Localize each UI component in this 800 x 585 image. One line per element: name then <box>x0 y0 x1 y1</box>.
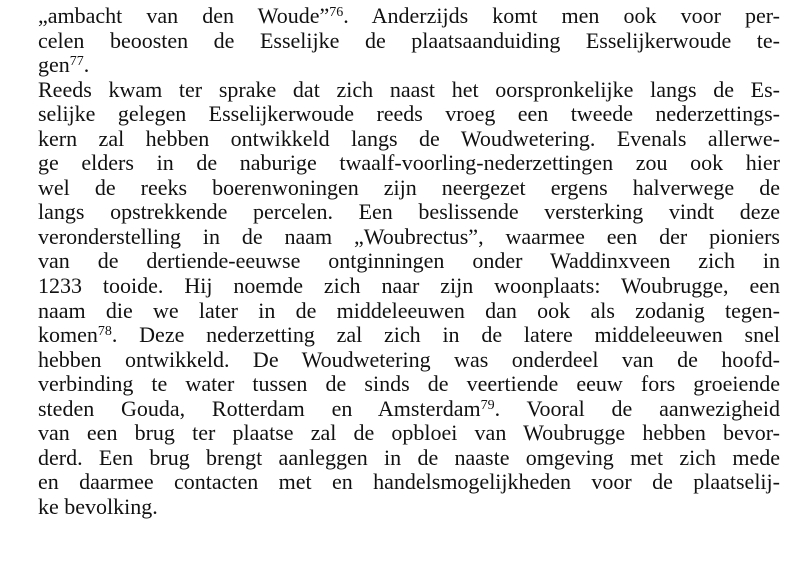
text-line <box>38 446 780 471</box>
text-line <box>38 323 780 348</box>
text-line <box>38 78 780 103</box>
line-text: ke bevolking. <box>38 493 158 519</box>
line-text: steden Gouda, Rotterdam en Amsterdam <box>38 395 481 421</box>
line-text: selijke gelegen Esselijkerwoude reeds vroeg een tweede nederzettings- <box>38 101 780 127</box>
line-text: gen <box>38 52 70 78</box>
line-text: . Vooral de aanwezigheid <box>494 395 780 421</box>
text-line <box>38 127 780 152</box>
text-line <box>38 372 780 397</box>
text-line <box>38 249 780 274</box>
line-text: wel de reeks boerenwoningen zijn neergezet ergens halverwege de <box>38 174 780 200</box>
body-text <box>38 4 780 519</box>
line-text: langs opstrekkende percelen. Een beslissende versterking vindt deze <box>38 199 780 225</box>
line-text: en daarmee contacten met en handelsmogelijkheden voor de plaatselij- <box>38 469 780 495</box>
line-text: van de dertiende-eeuwse ontginningen onder Waddinxveen zich in <box>38 248 780 274</box>
line-text: . Deze nederzetting zal zich in de latere middeleeuwen snel <box>111 322 780 348</box>
text-line <box>38 225 780 250</box>
text-line <box>38 200 780 225</box>
line-text: van een brug ter plaatse zal de opbloei van Woubrugge hebben bevor- <box>38 420 780 446</box>
line-text: kern zal hebben ontwikkeld langs de Woudwetering. Evenals allerwe- <box>38 125 780 151</box>
paragraph-1 <box>38 4 780 78</box>
text-line <box>38 299 780 324</box>
line-text: . Anderzijds komt men ook voor per- <box>343 3 780 28</box>
line-text: veronderstelling in de naam „Woubrectus”, waarmee een der pioniers <box>38 223 780 249</box>
text-line <box>38 53 780 78</box>
line-text: ge elders in de naburige twaalf-voorling-nederzettingen zou ook hier <box>38 150 780 176</box>
line-text: derd. Een brug brengt aanleggen in de naaste omgeving met zich mede <box>38 444 780 470</box>
text-line <box>38 470 780 495</box>
line-text: 1233 tooide. Hij noemde zich naar zijn woonplaats: Woubrugge, een <box>38 273 780 299</box>
line-text: „ambacht van den Woude” <box>38 3 330 28</box>
line-text: celen beoosten de Esselijke de plaatsaanduiding Esselijkerwoude te- <box>38 27 780 53</box>
text-line <box>38 151 780 176</box>
text-line <box>38 29 780 54</box>
line-text: . <box>83 52 90 78</box>
line-text: Reeds kwam ter sprake dat zich naast het oorspronkelijke langs de Es- <box>38 76 780 102</box>
footnote-ref-79: 79 <box>480 397 495 413</box>
text-line <box>38 348 780 373</box>
text-line <box>38 397 780 422</box>
line-text: hebben ontwikkeld. De Woudwetering was onderdeel van de hoofd- <box>38 346 780 372</box>
footnote-ref-76: 76 <box>329 5 344 20</box>
line-text: verbinding te water tussen de sinds de veertiende eeuw fors groeiende <box>38 371 780 397</box>
paragraph-2 <box>38 78 780 520</box>
text-line <box>38 495 780 520</box>
line-text: komen <box>38 322 98 348</box>
footnote-ref-78: 78 <box>97 324 112 340</box>
text-line <box>38 102 780 127</box>
text-line <box>38 4 780 29</box>
text-line <box>38 421 780 446</box>
line-text: naam die we later in de middeleeuwen dan ook als zodanig tegen- <box>38 297 780 323</box>
footnote-ref-77: 77 <box>69 54 84 70</box>
text-line <box>38 274 780 299</box>
text-line <box>38 176 780 201</box>
